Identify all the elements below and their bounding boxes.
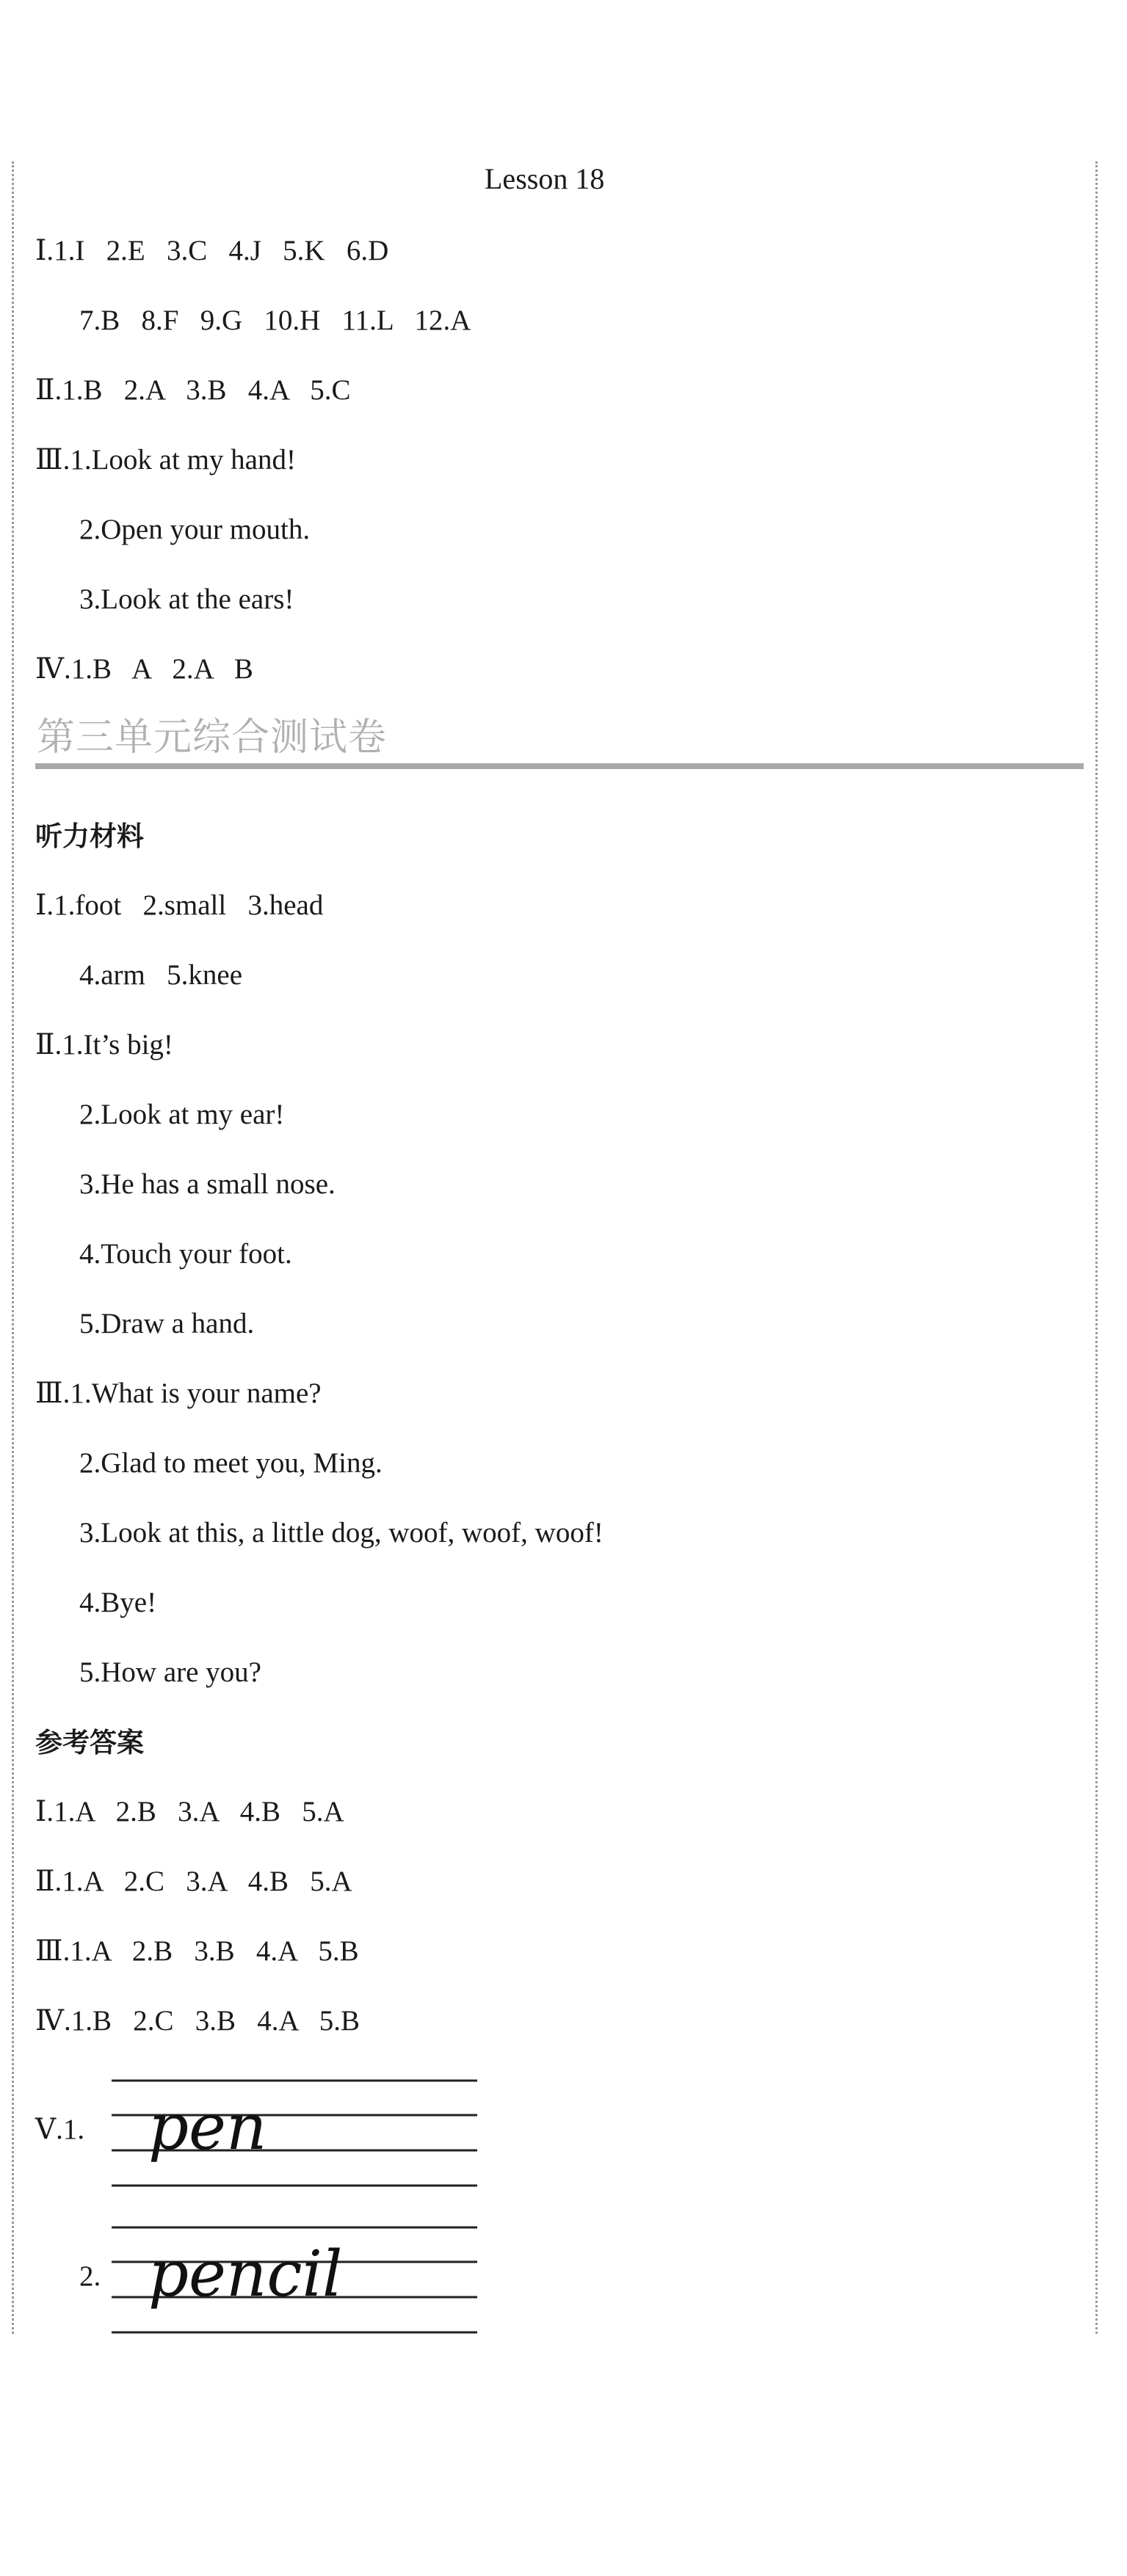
answer-key-line: Ⅰ.1.A 2.B 3.A 4.B 5.A <box>35 1796 344 1827</box>
listening-line: 5.Draw a hand. <box>79 1308 255 1339</box>
listening-line: 5.How are you? <box>79 1656 261 1688</box>
listening-heading: 听力材料 <box>35 821 144 852</box>
right-dotted-margin <box>1095 161 1098 2334</box>
left-dotted-margin <box>12 161 14 2334</box>
listening-line: 3.Look at this, a little dog, woof, woof, woof! <box>79 1517 604 1549</box>
unit-heading: 第三单元综合测试卷 <box>37 716 388 760</box>
handwritten-word: pencil <box>148 2238 343 2311</box>
answer-key-line: Ⅲ.1.A 2.B 3.B 4.A 5.B <box>35 1935 359 1967</box>
listening-line: 4.Bye! <box>79 1587 157 1618</box>
handwritten-word: pen <box>148 2091 267 2164</box>
answer-line: Ⅰ.1.I 2.E 3.C 4.J 5.K 6.D <box>35 235 389 266</box>
section-divider <box>35 763 1084 769</box>
answer-key-line: Ⅳ.1.B 2.C 3.B 4.A 5.B <box>35 2005 360 2037</box>
lesson-title: Lesson 18 <box>485 162 605 195</box>
listening-line: 2.Glad to meet you, Ming. <box>79 1447 383 1479</box>
listening-line: 4.arm 5.knee <box>79 959 243 991</box>
listening-line: Ⅲ.1.What is your name? <box>35 1378 322 1409</box>
handwriting-line-pencil <box>110 2216 479 2341</box>
answer-line: Ⅱ.1.B 2.A 3.B 4.A 5.C <box>35 374 351 406</box>
answer-line: Ⅲ.1.Look at my hand! <box>35 444 296 476</box>
answer-line: Ⅳ.1.B A 2.A B <box>35 653 253 685</box>
answer-key-line: Ⅱ.1.A 2.C 3.A 4.B 5.A <box>35 1866 352 1897</box>
listening-line: Ⅱ.1.It’s big! <box>35 1029 173 1060</box>
listening-line: 3.He has a small nose. <box>79 1168 336 1200</box>
handwriting-line-pen <box>110 2070 479 2194</box>
writing-label: 2. <box>79 2260 101 2292</box>
answer-line: 7.B 8.F 9.G 10.H 11.L 12.A <box>79 305 471 336</box>
listening-line: 2.Look at my ear! <box>79 1099 285 1130</box>
answer-line: 2.Open your mouth. <box>79 514 311 545</box>
listening-line: 4.Touch your foot. <box>79 1238 292 1270</box>
answer-line: 3.Look at the ears! <box>79 583 294 615</box>
listening-line: Ⅰ.1.foot 2.small 3.head <box>35 889 324 921</box>
answers-heading: 参考答案 <box>35 1727 144 1758</box>
writing-label: Ⅴ.1. <box>35 2114 85 2145</box>
